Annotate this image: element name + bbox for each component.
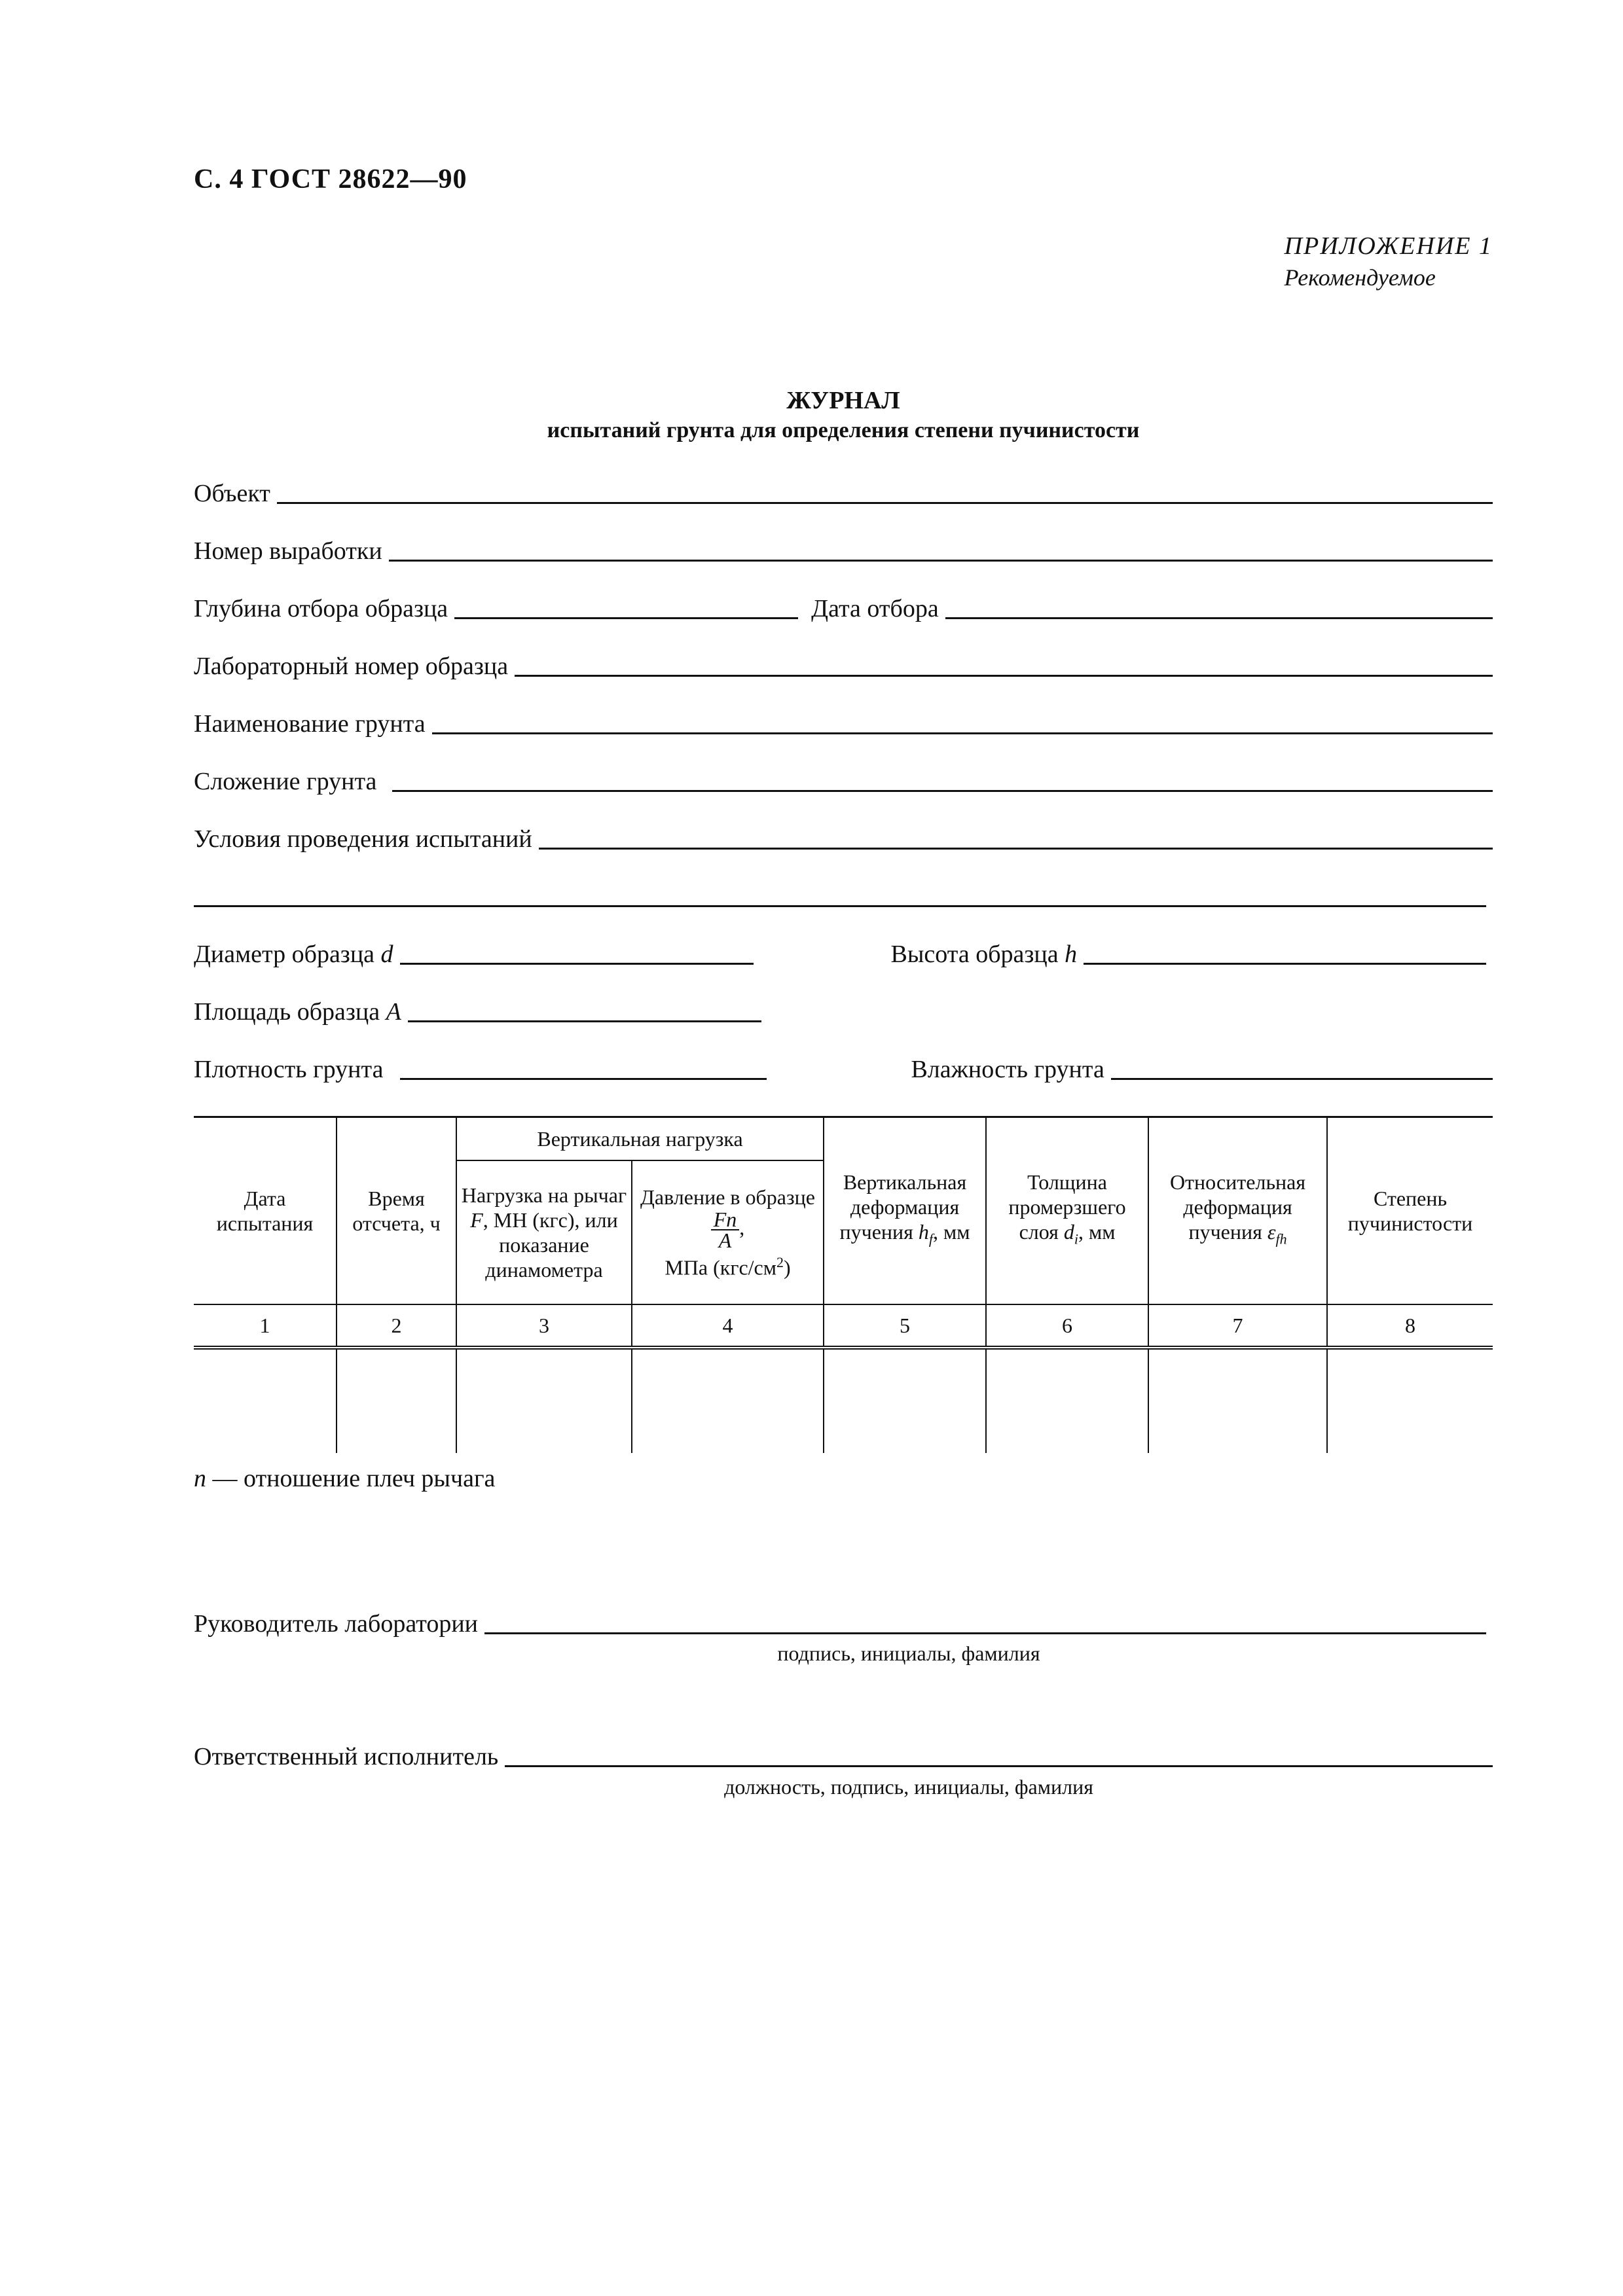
- col-number: 6: [986, 1304, 1148, 1348]
- field-soil-structure-line[interactable]: [392, 790, 1493, 792]
- col-header-frozen-layer: Толщина промерзшего слоя $d_i$, мм: [986, 1117, 1148, 1305]
- appendix-label: [1285, 230, 1493, 293]
- col-header-lever-load: Нагрузка на рычаг F, МН (кгс), или показание динамометра: [456, 1160, 632, 1304]
- field-density-line[interactable]: [400, 1078, 767, 1080]
- signature-lab-head-label: Руководитель лаборатории: [194, 1610, 479, 1638]
- col-header-heave-degree: Степень пучинистости: [1327, 1117, 1493, 1305]
- field-soil-name-label: Наименование грунта: [194, 710, 426, 738]
- field-diameter-line[interactable]: [400, 963, 754, 965]
- table-cell[interactable]: [194, 1348, 337, 1453]
- note-text: — отношение плеч рычага: [206, 1465, 496, 1492]
- appendix-status: Рекомендуемое: [1284, 264, 1436, 291]
- table-cell[interactable]: [986, 1348, 1148, 1453]
- col-number: 7: [1148, 1304, 1327, 1348]
- field-test-conditions: [194, 821, 1493, 853]
- signature-lab-head-line[interactable]: [484, 1632, 1486, 1634]
- col-number: 5: [824, 1304, 986, 1348]
- table-cell[interactable]: [824, 1348, 986, 1453]
- table-cell[interactable]: [1148, 1348, 1327, 1453]
- field-soil-structure-label: Сложение грунта: [194, 768, 377, 795]
- field-object-line[interactable]: [277, 502, 1493, 504]
- col-header-date: Дата испытания: [194, 1117, 337, 1305]
- field-object-label: Объект: [194, 480, 270, 507]
- field-sampling-date-line[interactable]: [945, 617, 1493, 619]
- field-sampling-date-label: Дата отбора: [811, 595, 939, 622]
- field-test-conditions-line-2[interactable]: [194, 905, 1486, 907]
- field-height-var: h: [1065, 941, 1078, 968]
- field-height-line[interactable]: [1084, 963, 1486, 965]
- col-number: 2: [337, 1304, 456, 1348]
- field-test-conditions-continued: [194, 878, 1493, 911]
- lever-ratio-note: [194, 1464, 495, 1493]
- journal-title-block: [194, 385, 1493, 445]
- table-row: [194, 1348, 1493, 1453]
- field-soil-name: [194, 706, 1493, 738]
- field-diameter-var: d: [380, 941, 393, 968]
- field-test-conditions-line[interactable]: [539, 848, 1493, 850]
- field-dimensions: [194, 936, 1493, 969]
- field-soil-name-line[interactable]: [432, 732, 1493, 734]
- field-moisture-line[interactable]: [1111, 1078, 1493, 1080]
- field-lab-number-line[interactable]: [515, 675, 1493, 677]
- field-object: [194, 475, 1493, 508]
- field-sampling-depth-label: Глубина отбора образца: [194, 595, 448, 622]
- col-header-relative-deformation: Относительная деформация пучения $\varepsilon_{fh}$: [1148, 1117, 1327, 1305]
- field-sampling-depth-line[interactable]: [454, 617, 798, 619]
- journal-subtitle: испытаний грунта для определения степени пучинистости: [547, 418, 1140, 442]
- field-area: [194, 994, 1493, 1026]
- table-cell[interactable]: [632, 1348, 824, 1453]
- appendix-title: ПРИЛОЖЕНИЕ 1: [1284, 232, 1493, 260]
- journal-title: ЖУРНАЛ: [786, 387, 900, 414]
- page-header: С. 4 ГОСТ 28622—90: [194, 164, 467, 194]
- field-height-label: Высота образца: [890, 941, 1059, 968]
- field-area-line[interactable]: [408, 1020, 761, 1022]
- pressure-fraction: $\frac{Fn}{A}$: [711, 1210, 740, 1250]
- note-var: n: [194, 1465, 206, 1492]
- field-density-moisture: [194, 1051, 1493, 1084]
- col-header-time: Время отсчета, ч: [337, 1117, 456, 1305]
- field-area-label: Площадь образца: [194, 998, 380, 1026]
- col-number: 1: [194, 1304, 337, 1348]
- test-log-table: [194, 1116, 1493, 1453]
- signature-lab-head: [194, 1605, 1493, 1638]
- field-soil-structure: [194, 763, 1493, 796]
- table-cell[interactable]: [1327, 1348, 1493, 1453]
- table-cell[interactable]: [456, 1348, 632, 1453]
- col-header-vertical-load: Вертикальная нагрузка: [456, 1117, 824, 1161]
- field-area-var: A: [386, 998, 401, 1026]
- signature-lab-head-caption: подпись, инициалы, фамилия: [777, 1641, 1040, 1665]
- field-density-label: Плотность грунта: [194, 1056, 384, 1083]
- field-lab-number-label: Лабораторный номер образца: [194, 653, 509, 680]
- col-header-heave-deformation: Вертикальная деформация пучения $h_f$, мм: [824, 1117, 986, 1305]
- col-header-pressure: Давление в образце $\frac{Fn}{A}$ , МПа $(кгс/см^2)$: [632, 1160, 824, 1304]
- col-number: 4: [632, 1304, 824, 1348]
- field-working-number-label: Номер выработки: [194, 537, 382, 565]
- field-test-conditions-label: Условия проведения испытаний: [194, 825, 532, 853]
- table-cell[interactable]: [337, 1348, 456, 1453]
- col-number: 3: [456, 1304, 632, 1348]
- field-sampling: [194, 590, 1493, 623]
- field-lab-number: [194, 648, 1493, 681]
- field-working-number-line[interactable]: [389, 560, 1493, 562]
- field-moisture-label: Влажность грунта: [911, 1056, 1104, 1083]
- signature-executor-line[interactable]: [505, 1765, 1493, 1767]
- column-number-row: [194, 1304, 1493, 1348]
- signature-executor-caption: должность, подпись, инициалы, фамилия: [724, 1775, 1093, 1799]
- signature-executor-label: Ответственный исполнитель: [194, 1743, 499, 1770]
- signature-executor: [194, 1738, 1493, 1771]
- field-working-number: [194, 533, 1493, 565]
- field-diameter-label: Диаметр образца: [194, 941, 375, 968]
- col-number: 8: [1327, 1304, 1493, 1348]
